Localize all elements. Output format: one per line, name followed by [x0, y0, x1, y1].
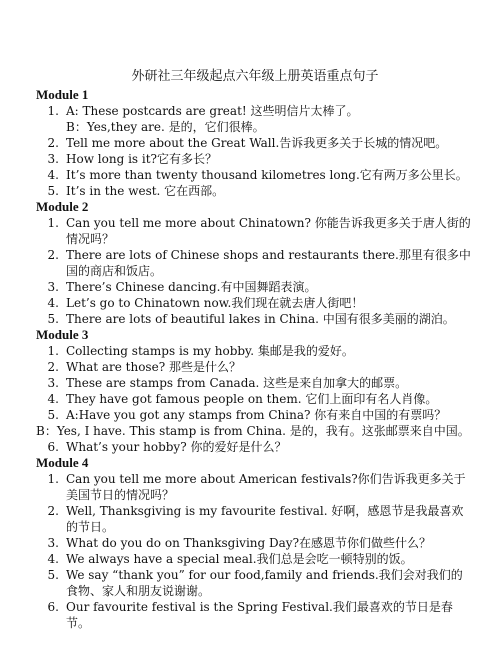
sentence-number: 1. — [47, 104, 59, 118]
sentence-text: They have got famous people on them. 它们上面印有名人肖像。 — [66, 392, 438, 406]
sentence-item — [36, 215, 474, 247]
sentence-item — [36, 391, 474, 407]
sentence-item — [36, 279, 474, 295]
sentence-text: We always have a special meal.我们总是会吃一顿特别的饭。 — [66, 552, 413, 566]
module-heading: Module 1 — [36, 87, 89, 102]
sentence-text: A: These postcards are great! 这些明信片太棒了。 — [66, 104, 359, 118]
sentence-list — [36, 215, 474, 327]
sentence-item — [36, 471, 474, 503]
sentence-text: Our favourite festival is the Spring Festival.我们最喜欢的节日是春节。 — [66, 600, 453, 630]
sentence-item — [36, 183, 474, 199]
sentence-item — [36, 359, 474, 375]
sentence-number: 5. — [47, 568, 59, 582]
sentence-text: Tell me more about the Great Wall.告诉我更多关于长城的情况吧。 — [66, 136, 448, 150]
sentence-item — [36, 311, 474, 327]
sentence-text: Collecting stamps is my hobby. 集邮是我的爱好。 — [66, 344, 354, 358]
sentence-text: Let’s go to Chinatown now.我们现在就去唐人街吧！ — [66, 296, 364, 310]
sentence-text: These are stamps from Canada. 这些是来自加拿大的邮票。 — [66, 376, 408, 390]
sentence-number: 2. — [47, 360, 59, 374]
sentence-number: 3. — [47, 376, 59, 390]
module-heading: Module 2 — [36, 199, 89, 214]
document-body — [36, 87, 474, 631]
sentence-list — [36, 343, 474, 455]
sentence-item — [36, 103, 474, 119]
sentence-item — [36, 375, 474, 391]
sentence-item — [36, 535, 474, 551]
sentence-number: 6. — [47, 600, 59, 614]
sentence-text: It’s in the west. 它在西部。 — [66, 184, 225, 198]
sentence-number: 5. — [47, 312, 59, 326]
sentence-item — [36, 295, 474, 311]
module-section — [36, 199, 474, 327]
module-heading: Module 4 — [36, 455, 89, 470]
sentence-text: We say “thank you” for our food,family and friends.我们会对我们的食物、家人和朋友说谢谢。 — [66, 568, 463, 598]
sentence-text: A:Have you got any stamps from China? 你有来自中国的有票吗？ — [66, 408, 447, 422]
sentence-text: Well, Thanksgiving is my favourite festival. 好啊，感恩节是我最喜欢的节日。 — [66, 504, 464, 534]
module-section — [36, 327, 474, 455]
sentence-list — [36, 471, 474, 631]
sentence-text: Can you tell me more about Chinatown? 你能告诉我更多关于唐人街的情况吗？ — [66, 216, 471, 246]
sentence-item — [36, 343, 474, 359]
sentence-number: 2. — [47, 248, 59, 262]
sentence-item — [36, 503, 474, 535]
sentence-number: 4. — [47, 296, 59, 310]
sentence-number: 1. — [47, 344, 59, 358]
sentence-item — [36, 135, 474, 151]
sentence-number: 2. — [47, 504, 59, 518]
sentence-number: 3. — [47, 536, 59, 550]
sentence-text: What do you do on Thanksgiving Day?在感恩节你们做些什么？ — [66, 536, 432, 550]
sentence-text: What are those? 那些是什么？ — [66, 360, 241, 374]
sentence-number: 1. — [47, 216, 59, 230]
sentence-item — [36, 551, 474, 567]
sentence-item — [36, 407, 474, 423]
sentence-number: 5. — [47, 184, 59, 198]
sentence-item — [36, 167, 474, 183]
sentence-text: What’s your hobby? 你的爱好是什么？ — [66, 440, 287, 454]
sentence-number: 2. — [47, 136, 59, 150]
module-heading: Module 3 — [36, 327, 89, 342]
sentence-number: 3. — [47, 280, 59, 294]
module-section — [36, 87, 474, 199]
sentence-item — [36, 439, 474, 455]
sentence-list — [36, 103, 474, 199]
sentence-number: 1. — [47, 472, 59, 486]
sentence-item — [36, 599, 474, 631]
sentence-number: 6. — [47, 440, 59, 454]
sentence-number: 5. — [47, 408, 59, 422]
sentence-number: 3. — [47, 152, 59, 166]
sentence-item — [36, 247, 474, 279]
module-section — [36, 455, 474, 631]
sentence-reply: B：Yes, I have. This stamp is from China. 是的，我有。这张邮票来自中国。 — [36, 424, 470, 438]
sentence-text: There are lots of Chinese shops and restaurants there.那里有很多中国的商店和饭店。 — [66, 248, 471, 278]
sentence-text: There’s Chinese dancing.有中国舞蹈表演。 — [66, 280, 317, 294]
sentence-number: 4. — [47, 392, 59, 406]
sentence-text: There are lots of beautiful lakes in China. 中国有很多美丽的湖泊。 — [66, 312, 455, 326]
sentence-text: How long is it?它有多长？ — [66, 152, 217, 166]
sentence-reply: B：Yes,they are. 是的，它们很棒。 — [66, 120, 265, 134]
sentence-number: 4. — [47, 168, 59, 182]
sentence-item — [36, 567, 474, 599]
document-title: 外研社三年级起点六年级上册英语重点句子 — [131, 69, 379, 84]
sentence-text: Can you tell me more about American festivals?你们告诉我更多关于美国节日的情况吗？ — [66, 472, 466, 502]
sentence-text: It’s more than twenty thousand kilometres long.它有两万多公里长。 — [66, 168, 468, 182]
sentence-number: 4. — [47, 552, 59, 566]
sentence-item — [36, 151, 474, 167]
